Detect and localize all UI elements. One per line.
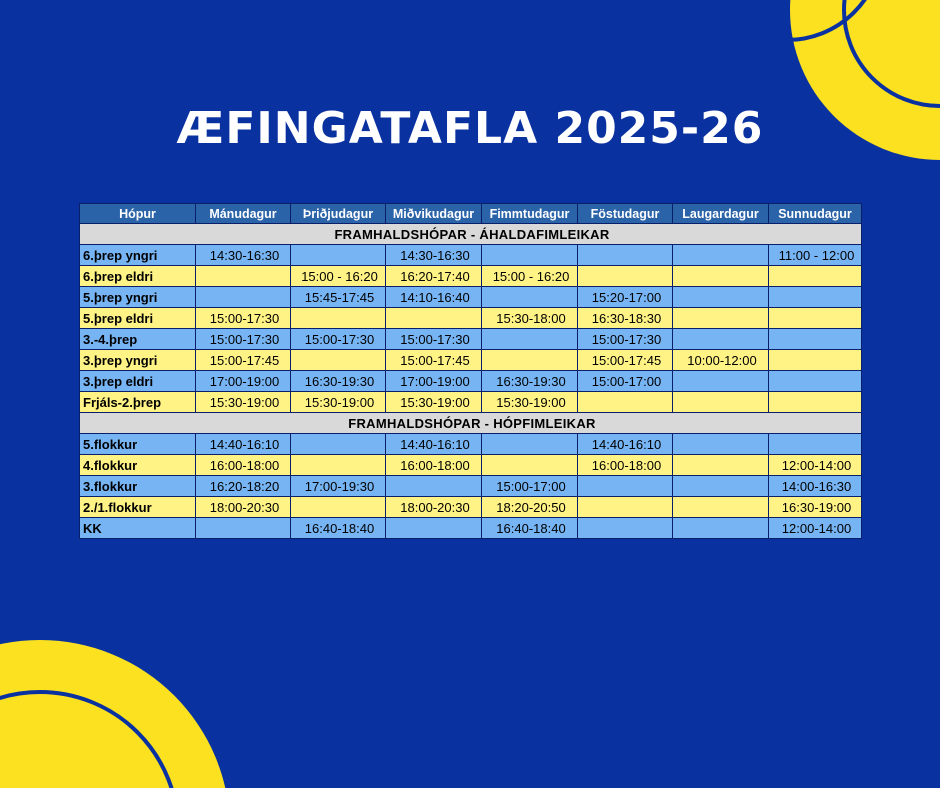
table-row <box>80 476 862 497</box>
table-row <box>80 518 862 539</box>
table-row <box>80 308 862 329</box>
time-cell <box>578 392 673 413</box>
time-cell <box>769 329 862 350</box>
time-cell: 10:00-12:00 <box>673 350 769 371</box>
time-cell: 15:00-17:30 <box>196 308 291 329</box>
time-cell: 16:40-18:40 <box>291 518 386 539</box>
time-cell: 15:00-17:30 <box>291 329 386 350</box>
section-row <box>80 413 862 434</box>
time-cell: 15:00-17:30 <box>578 329 673 350</box>
time-cell: 14:10-16:40 <box>386 287 482 308</box>
header-cell: Þriðjudagur <box>291 204 386 224</box>
table-row <box>80 434 862 455</box>
time-cell <box>482 329 578 350</box>
time-cell <box>769 266 862 287</box>
time-cell: 15:30-18:00 <box>482 308 578 329</box>
time-cell <box>291 434 386 455</box>
time-cell <box>578 518 673 539</box>
time-cell <box>386 518 482 539</box>
group-name-cell: 5.þrep eldri <box>80 308 196 329</box>
time-cell: 18:20-20:50 <box>482 497 578 518</box>
time-cell <box>291 497 386 518</box>
time-cell <box>578 266 673 287</box>
time-cell: 16:00-18:00 <box>386 455 482 476</box>
time-cell <box>291 455 386 476</box>
time-cell: 15:30-19:00 <box>196 392 291 413</box>
time-cell: 17:00-19:00 <box>196 371 291 392</box>
time-cell <box>673 497 769 518</box>
time-cell: 18:00-20:30 <box>196 497 291 518</box>
time-cell <box>769 350 862 371</box>
time-cell <box>769 371 862 392</box>
time-cell <box>291 350 386 371</box>
group-name-cell: 3.þrep eldri <box>80 371 196 392</box>
page-title: ÆFINGATAFLA 2025-26 <box>176 103 764 154</box>
time-cell <box>673 434 769 455</box>
time-cell <box>482 245 578 266</box>
header-cell: Laugardagur <box>673 204 769 224</box>
section-row <box>80 224 862 245</box>
time-cell: 15:30-19:00 <box>291 392 386 413</box>
time-cell <box>291 245 386 266</box>
time-cell <box>482 455 578 476</box>
time-cell <box>673 476 769 497</box>
time-cell: 15:00-17:00 <box>482 476 578 497</box>
time-cell: 16:00-18:00 <box>196 455 291 476</box>
time-cell: 17:00-19:00 <box>386 371 482 392</box>
time-cell: 12:00-14:00 <box>769 455 862 476</box>
time-cell: 15:00 - 16:20 <box>482 266 578 287</box>
time-cell: 15:00-17:30 <box>196 329 291 350</box>
time-cell: 14:40-16:10 <box>386 434 482 455</box>
time-cell <box>769 308 862 329</box>
group-name-cell: 4.flokkur <box>80 455 196 476</box>
section-title: FRAMHALDSHÓPAR - ÁHALDAFIMLEIKAR <box>80 224 862 245</box>
time-cell <box>673 308 769 329</box>
time-cell <box>769 392 862 413</box>
time-cell <box>673 455 769 476</box>
schedule-table <box>79 203 862 539</box>
time-cell <box>386 476 482 497</box>
table-row <box>80 287 862 308</box>
time-cell <box>196 518 291 539</box>
header-cell: Föstudagur <box>578 204 673 224</box>
time-cell: 11:00 - 12:00 <box>769 245 862 266</box>
time-cell: 15:00-17:45 <box>386 350 482 371</box>
time-cell: 16:20-17:40 <box>386 266 482 287</box>
time-cell <box>769 434 862 455</box>
table-row <box>80 497 862 518</box>
time-cell <box>482 287 578 308</box>
time-cell: 14:00-16:30 <box>769 476 862 497</box>
time-cell: 15:00 - 16:20 <box>291 266 386 287</box>
group-name-cell: 5.flokkur <box>80 434 196 455</box>
time-cell <box>482 350 578 371</box>
time-cell <box>673 392 769 413</box>
time-cell <box>673 329 769 350</box>
time-cell: 16:00-18:00 <box>578 455 673 476</box>
time-cell: 16:30-18:30 <box>578 308 673 329</box>
time-cell: 14:30-16:30 <box>386 245 482 266</box>
time-cell <box>291 308 386 329</box>
time-cell: 15:30-19:00 <box>482 392 578 413</box>
time-cell <box>196 287 291 308</box>
group-name-cell: Frjáls-2.þrep <box>80 392 196 413</box>
time-cell <box>673 287 769 308</box>
time-cell <box>578 497 673 518</box>
time-cell <box>196 266 291 287</box>
time-cell: 16:30-19:00 <box>769 497 862 518</box>
table-row <box>80 266 862 287</box>
time-cell: 15:00-17:00 <box>578 371 673 392</box>
header-cell: Mánudagur <box>196 204 291 224</box>
table-row <box>80 329 862 350</box>
table-row <box>80 245 862 266</box>
group-name-cell: 6.þrep yngri <box>80 245 196 266</box>
header-row <box>80 204 862 224</box>
time-cell: 15:00-17:30 <box>386 329 482 350</box>
time-cell: 18:00-20:30 <box>386 497 482 518</box>
time-cell <box>482 434 578 455</box>
header-cell: Fimmtudagur <box>482 204 578 224</box>
time-cell: 16:40-18:40 <box>482 518 578 539</box>
time-cell <box>673 518 769 539</box>
group-name-cell: 5.þrep yngri <box>80 287 196 308</box>
group-name-cell: 3.-4.þrep <box>80 329 196 350</box>
table-row <box>80 371 862 392</box>
time-cell: 15:20-17:00 <box>578 287 673 308</box>
table-row <box>80 392 862 413</box>
table-row <box>80 350 862 371</box>
header-cell: Sunnudagur <box>769 204 862 224</box>
group-name-cell: 3.flokkur <box>80 476 196 497</box>
group-name-cell: 6.þrep eldri <box>80 266 196 287</box>
time-cell: 16:30-19:30 <box>482 371 578 392</box>
time-cell <box>578 476 673 497</box>
time-cell: 17:00-19:30 <box>291 476 386 497</box>
time-cell <box>673 371 769 392</box>
time-cell <box>386 308 482 329</box>
group-name-cell: KK <box>80 518 196 539</box>
time-cell: 12:00-14:00 <box>769 518 862 539</box>
time-cell: 14:30-16:30 <box>196 245 291 266</box>
time-cell: 14:40-16:10 <box>196 434 291 455</box>
time-cell: 16:20-18:20 <box>196 476 291 497</box>
group-name-cell: 2./1.flokkur <box>80 497 196 518</box>
header-cell: Miðvikudagur <box>386 204 482 224</box>
header-cell: Hópur <box>80 204 196 224</box>
time-cell: 16:30-19:30 <box>291 371 386 392</box>
time-cell <box>673 245 769 266</box>
time-cell <box>578 245 673 266</box>
time-cell: 15:45-17:45 <box>291 287 386 308</box>
time-cell: 15:00-17:45 <box>196 350 291 371</box>
time-cell: 15:00-17:45 <box>578 350 673 371</box>
time-cell: 14:40-16:10 <box>578 434 673 455</box>
group-name-cell: 3.þrep yngri <box>80 350 196 371</box>
section-title: FRAMHALDSHÓPAR - HÓPFIMLEIKAR <box>80 413 862 434</box>
time-cell <box>673 266 769 287</box>
time-cell: 15:30-19:00 <box>386 392 482 413</box>
time-cell <box>769 287 862 308</box>
table-row <box>80 455 862 476</box>
